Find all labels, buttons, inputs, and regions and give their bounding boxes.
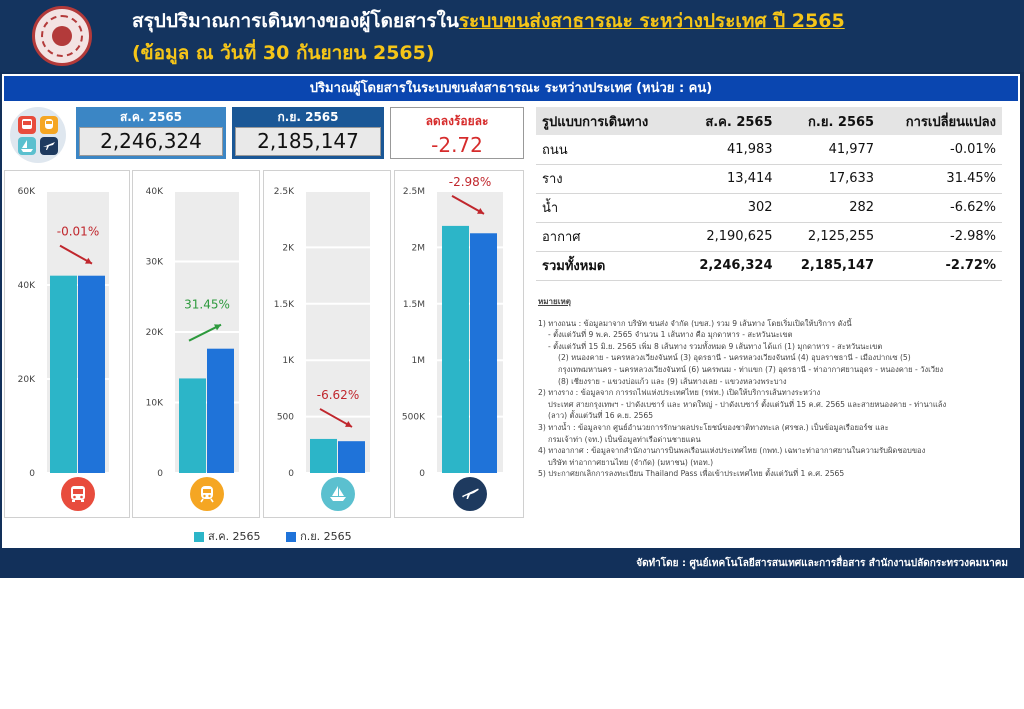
chart-road bbox=[4, 170, 130, 518]
footer-credit: จัดทำโดย : ศูนย์เทคโนโลยีสารสนเทศและการสื่อสาร สำนักงานปลัดกระทรวงคมนาคม bbox=[636, 558, 1008, 569]
september-total-label: ก.ย. 2565 bbox=[232, 107, 384, 127]
table-cell-aug: 2,246,324 bbox=[677, 251, 779, 280]
change-card bbox=[390, 107, 524, 159]
chart-rail bbox=[132, 170, 260, 518]
august-total-card bbox=[76, 107, 226, 159]
y-tick-label: 0 bbox=[419, 469, 425, 479]
table-cell-mode: ราง bbox=[536, 164, 677, 193]
legend-label-sep: ก.ย. 2565 bbox=[300, 530, 352, 543]
table-header-row bbox=[536, 107, 1002, 135]
note-line: (8) เชียงราย - แขวงบ่อแก้ว และ (9) เส้นทางเลย - แขวงหลวงพระบาง bbox=[558, 376, 787, 386]
y-tick-label: 2.5K bbox=[273, 187, 294, 197]
change-annotation: -0.01% bbox=[56, 224, 100, 239]
table-row bbox=[536, 164, 1002, 193]
table-cell-change: 31.45% bbox=[880, 164, 1002, 193]
table-cell-change: -2.72% bbox=[880, 251, 1002, 280]
note-line: - ตั้งแต่วันที่ 9 พ.ค. 2565 จำนวน 1 เส้นทาง คือ มุกดาหาร - สะหวันนะเขต bbox=[548, 330, 793, 340]
train-icon bbox=[190, 477, 224, 511]
bar-sep bbox=[338, 441, 365, 473]
table-cell-sep: 2,125,255 bbox=[779, 222, 881, 251]
y-tick-label: 500K bbox=[401, 412, 425, 423]
note-line: ประเทศ สายกรุงเทพฯ - ปาดังเบซาร์ และ หาดใหญ่ - ปาดังเบซาร์ ตั้งแต่วันที่ 15 ค.ศ. 2565 และสายหนองคาย - ท่านาแล้ง bbox=[548, 399, 947, 409]
boat-icon bbox=[321, 477, 355, 511]
legend-item-aug bbox=[194, 527, 261, 545]
notes-title: หมายเหตุ bbox=[538, 297, 571, 306]
chart-svg bbox=[395, 171, 523, 517]
table-header-aug: ส.ค. 2565 bbox=[677, 107, 779, 135]
plane-mini-icon bbox=[40, 137, 58, 155]
chart-legend bbox=[194, 527, 374, 545]
bus-mini-icon bbox=[18, 116, 36, 134]
bar-aug bbox=[179, 378, 206, 473]
chart-svg bbox=[5, 171, 129, 517]
y-tick-label: 60K bbox=[17, 187, 35, 197]
table-cell-change: -2.98% bbox=[880, 222, 1002, 251]
chart-air bbox=[394, 170, 524, 518]
header bbox=[0, 0, 1024, 72]
section-title: ปริมาณผู้โดยสารในระบบขนส่งสาธารณะ ระหว่างประเทศ (หน่วย : คน) bbox=[4, 76, 1018, 101]
change-label: ลดลงร้อยละ bbox=[425, 114, 489, 128]
footer bbox=[0, 550, 1024, 576]
y-tick-label: 10K bbox=[145, 398, 163, 409]
y-tick-label: 500 bbox=[276, 412, 294, 423]
change-annotation: -6.62% bbox=[316, 387, 360, 402]
legend-item-sep bbox=[286, 527, 352, 545]
boat-mini-icon bbox=[18, 137, 36, 155]
train-mini-icon bbox=[40, 116, 58, 134]
change-annotation: -2.98% bbox=[448, 174, 492, 189]
table-total-row bbox=[536, 251, 1002, 280]
legend-label-aug: ส.ค. 2565 bbox=[208, 530, 261, 543]
note-line: 4) ทางอากาศ : ข้อมูลจากสำนักงานการบินพลเรือนแห่งประเทศไทย (กพท.) เฉพาะท่าอากาศยานในความรับผิดชอบของ bbox=[538, 446, 926, 456]
note-line: 3) ทางน้ำ : ข้อมูลจาก ศูนย์อำนวยการรักษาผลประโยชน์ของชาติทางทะเล (ศรชล.) เป็นข้อมูลเรือยอร์ช และ bbox=[538, 422, 889, 432]
august-total-value: 2,246,324 bbox=[79, 127, 223, 156]
page-title-highlight: ระบบขนส่งสาธารณะ ระหว่างประเทศ ปี 2565 bbox=[458, 10, 845, 32]
note-line: 2) ทางราง : ข้อมูลจาก การรถไฟแห่งประเทศไทย (รฟท.) เปิดให้บริการเส้นทางระหว่าง bbox=[538, 388, 821, 398]
september-total-value: 2,185,147 bbox=[235, 127, 381, 156]
table-cell-change: -6.62% bbox=[880, 193, 1002, 222]
note-line: (2) หนองคาย - นครหลวงเวียงจันทน์ (3) อุดรธานี - นครหลวงเวียงจันทน์ (4) อุบลราชธานี - เมืองปากเซ (5) bbox=[558, 353, 911, 363]
y-tick-label: 2K bbox=[282, 243, 294, 254]
september-total-card bbox=[232, 107, 384, 159]
note-line: 1) ทางถนน : ข้อมูลมาจาก บริษัท ขนส่ง จำกัด (บขส.) รวม 9 เส้นทาง โดยเริ่มเปิดให้บริการ ดังนี้ bbox=[538, 318, 852, 328]
note-line: - ตั้งแต่วันที่ 15 มิ.ย. 2565 เพิ่ม 8 เส้นทาง รวมทั้งหมด 9 เส้นทาง ได้แก่ (1) มุกดาหาร - สะหวันนะเขต bbox=[548, 341, 883, 351]
table-row bbox=[536, 193, 1002, 222]
y-tick-label: 1M bbox=[411, 356, 425, 367]
data-table bbox=[536, 107, 1002, 281]
table-header-mode: รูปแบบการเดินทาง bbox=[536, 107, 677, 135]
table-cell-sep: 41,977 bbox=[779, 135, 881, 164]
y-tick-label: 0 bbox=[288, 469, 294, 479]
y-tick-label: 20K bbox=[145, 328, 163, 338]
y-tick-label: 0 bbox=[157, 469, 163, 479]
note-line: (ลาว) ตั้งแต่วันที่ 16 ค.ย. 2565 bbox=[548, 411, 654, 421]
y-tick-label: 2M bbox=[411, 243, 425, 254]
y-tick-label: 1.5M bbox=[402, 299, 425, 310]
notes-section bbox=[538, 296, 1014, 480]
table-cell-sep: 2,185,147 bbox=[779, 251, 881, 280]
table-cell-mode: อากาศ bbox=[536, 222, 677, 251]
y-tick-label: 2.5M bbox=[402, 187, 425, 197]
chart-svg bbox=[133, 171, 259, 517]
y-tick-label: 40K bbox=[145, 187, 163, 197]
plane-icon bbox=[453, 477, 487, 511]
page-subtitle: (ข้อมูล ณ วันที่ 30 กันยายน 2565) bbox=[132, 42, 435, 64]
bus-icon bbox=[61, 477, 95, 511]
bar-sep bbox=[207, 349, 234, 473]
note-line: บริษัท ท่าอากาศยานไทย (จำกัด) (มหาชน) (ทอท.) bbox=[548, 457, 714, 467]
y-tick-label: 0 bbox=[29, 469, 35, 479]
bar-sep bbox=[470, 233, 497, 473]
bar-aug bbox=[442, 226, 469, 473]
change-annotation: 31.45% bbox=[184, 297, 230, 312]
table-header-change: การเปลี่ยนแปลง bbox=[880, 107, 1002, 135]
legend-swatch-aug bbox=[194, 532, 204, 542]
bar-sep bbox=[78, 276, 105, 473]
y-tick-label: 40K bbox=[17, 281, 35, 291]
table-cell-sep: 17,633 bbox=[779, 164, 881, 193]
august-total-label: ส.ค. 2565 bbox=[76, 107, 226, 127]
table-cell-change: -0.01% bbox=[880, 135, 1002, 164]
y-tick-label: 30K bbox=[145, 257, 163, 268]
change-value: -2.72 bbox=[431, 133, 483, 157]
table-cell-aug: 41,983 bbox=[677, 135, 779, 164]
table-row bbox=[536, 222, 1002, 251]
y-tick-label: 20K bbox=[17, 375, 35, 385]
chart-water bbox=[263, 170, 391, 518]
ministry-logo bbox=[32, 6, 92, 66]
table-cell-sep: 282 bbox=[779, 193, 881, 222]
page-title-prefix: สรุปปริมาณการเดินทางของผู้โดยสารใน bbox=[132, 10, 459, 32]
y-tick-label: 1.5K bbox=[273, 299, 294, 310]
transport-modes-icon bbox=[10, 107, 66, 163]
table-cell-mode: รวมทั้งหมด bbox=[536, 251, 677, 280]
note-line: 5) ประกาศยกเลิกการลงทะเบียน Thailand Pass เพื่อเข้าประเทศไทย ตั้งแต่วันที่ 1 ค.ศ. 2565 bbox=[538, 469, 845, 479]
y-tick-label: 1K bbox=[282, 356, 294, 367]
table-row bbox=[536, 135, 1002, 164]
table-cell-aug: 302 bbox=[677, 193, 779, 222]
chart-svg bbox=[264, 171, 390, 517]
note-line: กรมเจ้าท่า (จท.) เป็นข้อมูลท่าเรือด่านชายแดน bbox=[548, 434, 701, 444]
plot-background bbox=[306, 191, 370, 473]
bar-aug bbox=[50, 276, 77, 473]
note-line: กรุงเทพมหานคร - นครหลวงเวียงจันทน์ (6) นครพนม - ท่าแขก (7) อุดรธานี - ท่าอากาศยานอุดร - หนองคาย - วังเวียง bbox=[558, 364, 944, 374]
page-title bbox=[132, 6, 845, 36]
table-cell-mode: น้ำ bbox=[536, 193, 677, 222]
main-panel bbox=[2, 74, 1020, 548]
legend-swatch-sep bbox=[286, 532, 296, 542]
table-cell-mode: ถนน bbox=[536, 135, 677, 164]
bar-aug bbox=[310, 439, 337, 473]
table-header-sep: ก.ย. 2565 bbox=[779, 107, 881, 135]
table-cell-aug: 13,414 bbox=[677, 164, 779, 193]
table-cell-aug: 2,190,625 bbox=[677, 222, 779, 251]
